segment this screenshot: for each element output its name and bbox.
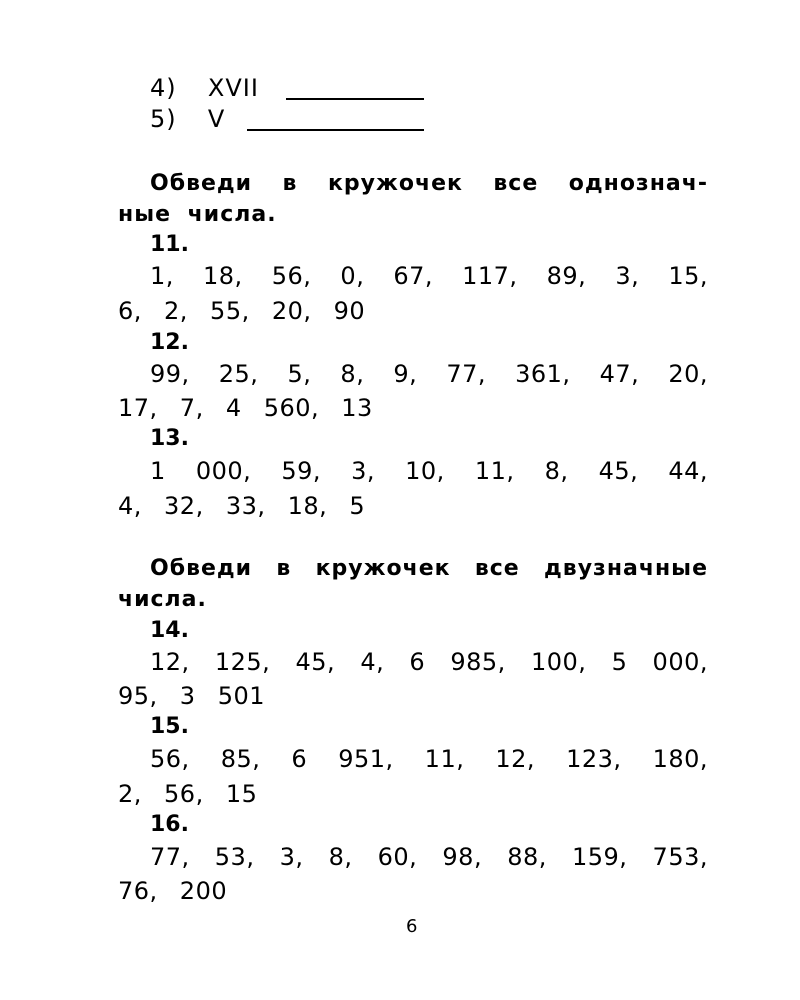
section-instruction-continued: ные числа. [118, 202, 277, 227]
exercise-number: 14. [150, 618, 189, 643]
answer-blank-5 [247, 129, 424, 131]
roman-item-index: 5) [150, 105, 177, 133]
number-list-line: 17, 7, 4 560, 13 [118, 394, 373, 422]
exercise-number: 11. [150, 232, 189, 257]
number-list-line: 77, 53, 3, 8, 60, 98, 88, 159, 753, [150, 843, 708, 871]
roman-item-index: 4) [150, 74, 177, 102]
number-list-line: 76, 200 [118, 877, 228, 905]
page-number: 6 [406, 916, 418, 937]
number-list-line: 1, 18, 56, 0, 67, 117, 89, 3, 15, [150, 262, 708, 290]
roman-item-4 [150, 74, 259, 102]
section-instruction-continued: числа. [118, 587, 207, 612]
roman-numeral: V [207, 105, 226, 133]
roman-numeral: XVII [207, 74, 259, 102]
exercise-number: 15. [150, 714, 189, 739]
number-list-line: 2, 56, 15 [118, 780, 258, 808]
section-instruction: Обведи в кружочек все однознач- [150, 171, 708, 196]
section-instruction: Обведи в кружочек все двузначные [150, 556, 708, 581]
exercise-number: 12. [150, 330, 189, 355]
roman-item-5 [150, 105, 225, 133]
number-list-line: 4, 32, 33, 18, 5 [118, 492, 366, 520]
number-list-line: 12, 125, 45, 4, 6 985, 100, 5 000, [150, 648, 708, 676]
number-list-line: 6, 2, 55, 20, 90 [118, 297, 366, 325]
number-list-line: 1 000, 59, 3, 10, 11, 8, 45, 44, [150, 457, 708, 485]
answer-blank-4 [286, 98, 424, 100]
number-list-line: 56, 85, 6 951, 11, 12, 123, 180, [150, 745, 708, 773]
number-list-line: 95, 3 501 [118, 682, 266, 710]
exercise-number: 16. [150, 812, 189, 837]
number-list-line: 99, 25, 5, 8, 9, 77, 361, 47, 20, [150, 360, 708, 388]
exercise-number: 13. [150, 426, 189, 451]
